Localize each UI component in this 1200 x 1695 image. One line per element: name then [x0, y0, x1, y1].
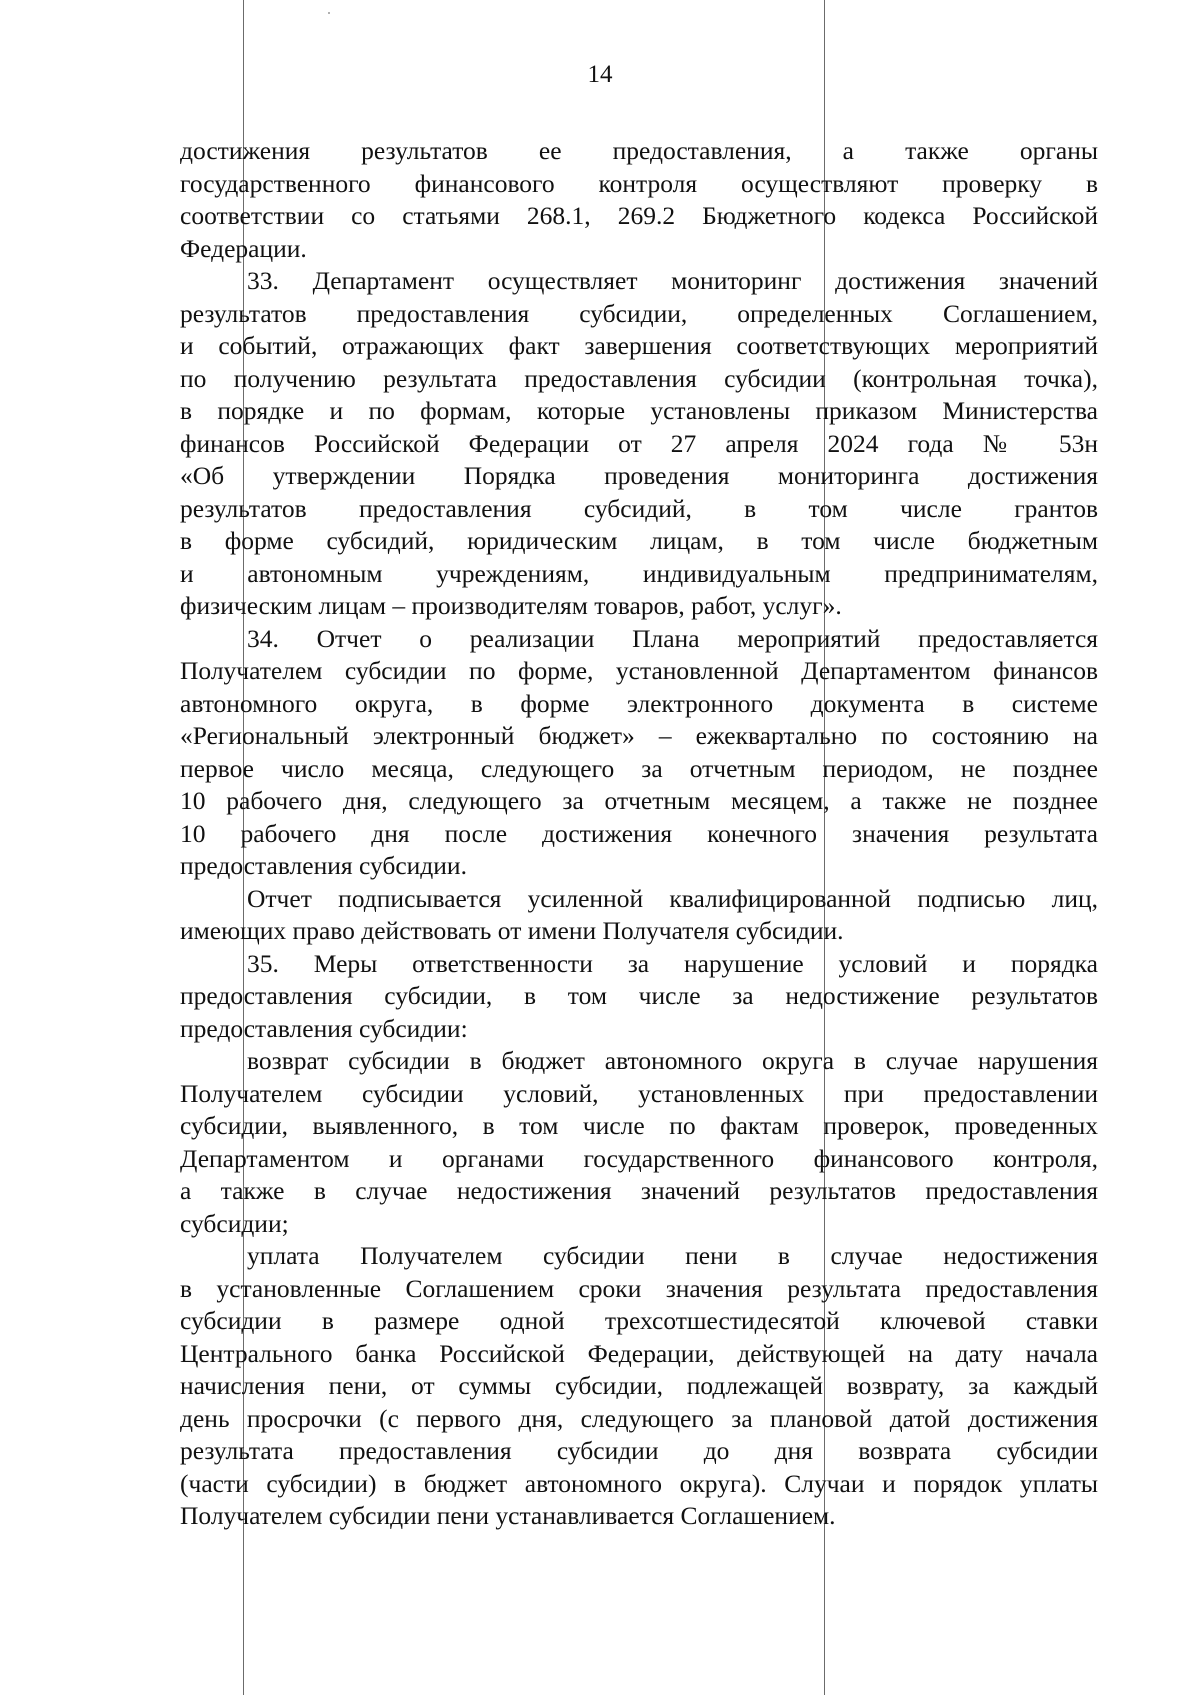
text-line: Получателем субсидии пени устанавливается Соглашением. — [180, 1501, 836, 1530]
paragraph-p34b — [180, 883, 1098, 948]
text-line: 10 рабочего дня, следующего за отчетным месяцем, а также не позднее — [180, 786, 1098, 815]
text-line: и событий, отражающих факт завершения соответствующих мероприятий — [180, 331, 1098, 360]
text-line: результатов предоставления субсидий, в том числе грантов — [180, 493, 1098, 523]
text-line: Получателем субсидии условий, установленных при предоставлении — [180, 1078, 1098, 1108]
text-line: финансов Российской Федерации от 27 апреля 2024 года № 53н — [180, 428, 1098, 458]
text-line: начисления пени, от суммы субсидии, подлежащей возврату, за каждый — [180, 1371, 1098, 1400]
text-line: Получателем субсидии по форме, установленной Департаментом финансов — [180, 656, 1098, 685]
text-line: «Региональный электронный бюджет» – ежеквартально по состоянию на — [180, 721, 1098, 750]
paragraph-p34 — [180, 623, 1098, 883]
text-line: 34. Отчет о реализации Плана мероприятий предоставляется — [247, 623, 1098, 653]
text-line: имеющих право действовать от имени Получателя субсидии. — [180, 916, 844, 945]
text-line: 35. Меры ответственности за нарушение условий и порядка — [247, 948, 1098, 978]
text-line: автономного округа, в форме электронного документа в системе — [180, 688, 1098, 718]
text-line: 33. Департамент осуществляет мониторинг достижения значений — [247, 266, 1098, 295]
text-line: предоставления субсидии, в том числе за недостижение результатов — [180, 981, 1098, 1010]
paragraph-p35 — [180, 948, 1098, 1046]
text-line: день просрочки (с первого дня, следующего за плановой датой достижения — [180, 1403, 1098, 1433]
text-line: предоставления субсидии: — [180, 1013, 468, 1043]
text-line: субсидии; — [180, 1208, 289, 1238]
text-line: результата предоставления субсидии до дня возврата субсидии — [180, 1436, 1098, 1465]
paragraph-p35b — [180, 1240, 1098, 1533]
text-line: Департаментом и органами государственного финансового контроля, — [180, 1143, 1098, 1173]
paragraph-p33 — [180, 265, 1098, 623]
text-line: Отчет подписывается усиленной квалифицированной подписью лиц, — [247, 883, 1098, 913]
text-line: Федерации. — [180, 233, 307, 263]
text-line: в форме субсидий, юридическим лицам, в том числе бюджетным — [180, 526, 1098, 555]
text-line: а также в случае недостижения значений результатов предоставления — [180, 1176, 1098, 1205]
text-line: уплата Получателем субсидии пени в случае недостижения — [247, 1241, 1098, 1270]
text-line: соответствии со статьями 268.1, 269.2 Бюджетного кодекса Российской — [180, 201, 1098, 230]
text-line: в установленные Соглашением сроки значения результата предоставления — [180, 1273, 1098, 1303]
text-line: достижения результатов ее предоставления, а также органы — [180, 136, 1098, 165]
text-line: (части субсидии) в бюджет автономного округа). Случаи и порядок уплаты — [180, 1468, 1098, 1498]
text-line: «Об утверждении Порядка проведения мониторинга достижения — [180, 461, 1098, 490]
paragraph-cont — [180, 135, 1098, 265]
page-number: 14 — [587, 61, 613, 88]
text-line: и автономным учреждениям, индивидуальным предпринимателям, — [180, 558, 1098, 588]
text-line: по получению результата предоставления субсидии (контрольная точка), — [180, 363, 1098, 393]
text-line: государственного финансового контроля осуществляют проверку в — [180, 168, 1098, 198]
document-body — [180, 135, 1098, 1533]
text-line: первое число месяца, следующего за отчетным периодом, не позднее — [180, 753, 1098, 783]
text-line: возврат субсидии в бюджет автономного округа в случае нарушения — [247, 1046, 1098, 1075]
text-line: субсидии, выявленного, в том числе по фактам проверок, проведенных — [180, 1111, 1098, 1140]
text-line: результатов предоставления субсидии, определенных Соглашением, — [180, 298, 1098, 328]
text-line: субсидии в размере одной трехсотшестидесятой ключевой ставки — [180, 1306, 1098, 1335]
paragraph-p35a — [180, 1045, 1098, 1240]
text-line: физическим лицам – производителям товаров, работ, услуг». — [180, 591, 842, 620]
text-line: в порядке и по формам, которые установлены приказом Министерства — [180, 396, 1098, 425]
scan-speck — [328, 12, 330, 14]
text-line: Центрального банка Российской Федерации, действующей на дату начала — [180, 1338, 1098, 1368]
text-line: 10 рабочего дня после достижения конечного значения результата — [180, 818, 1098, 848]
text-line: предоставления субсидии. — [180, 851, 467, 880]
